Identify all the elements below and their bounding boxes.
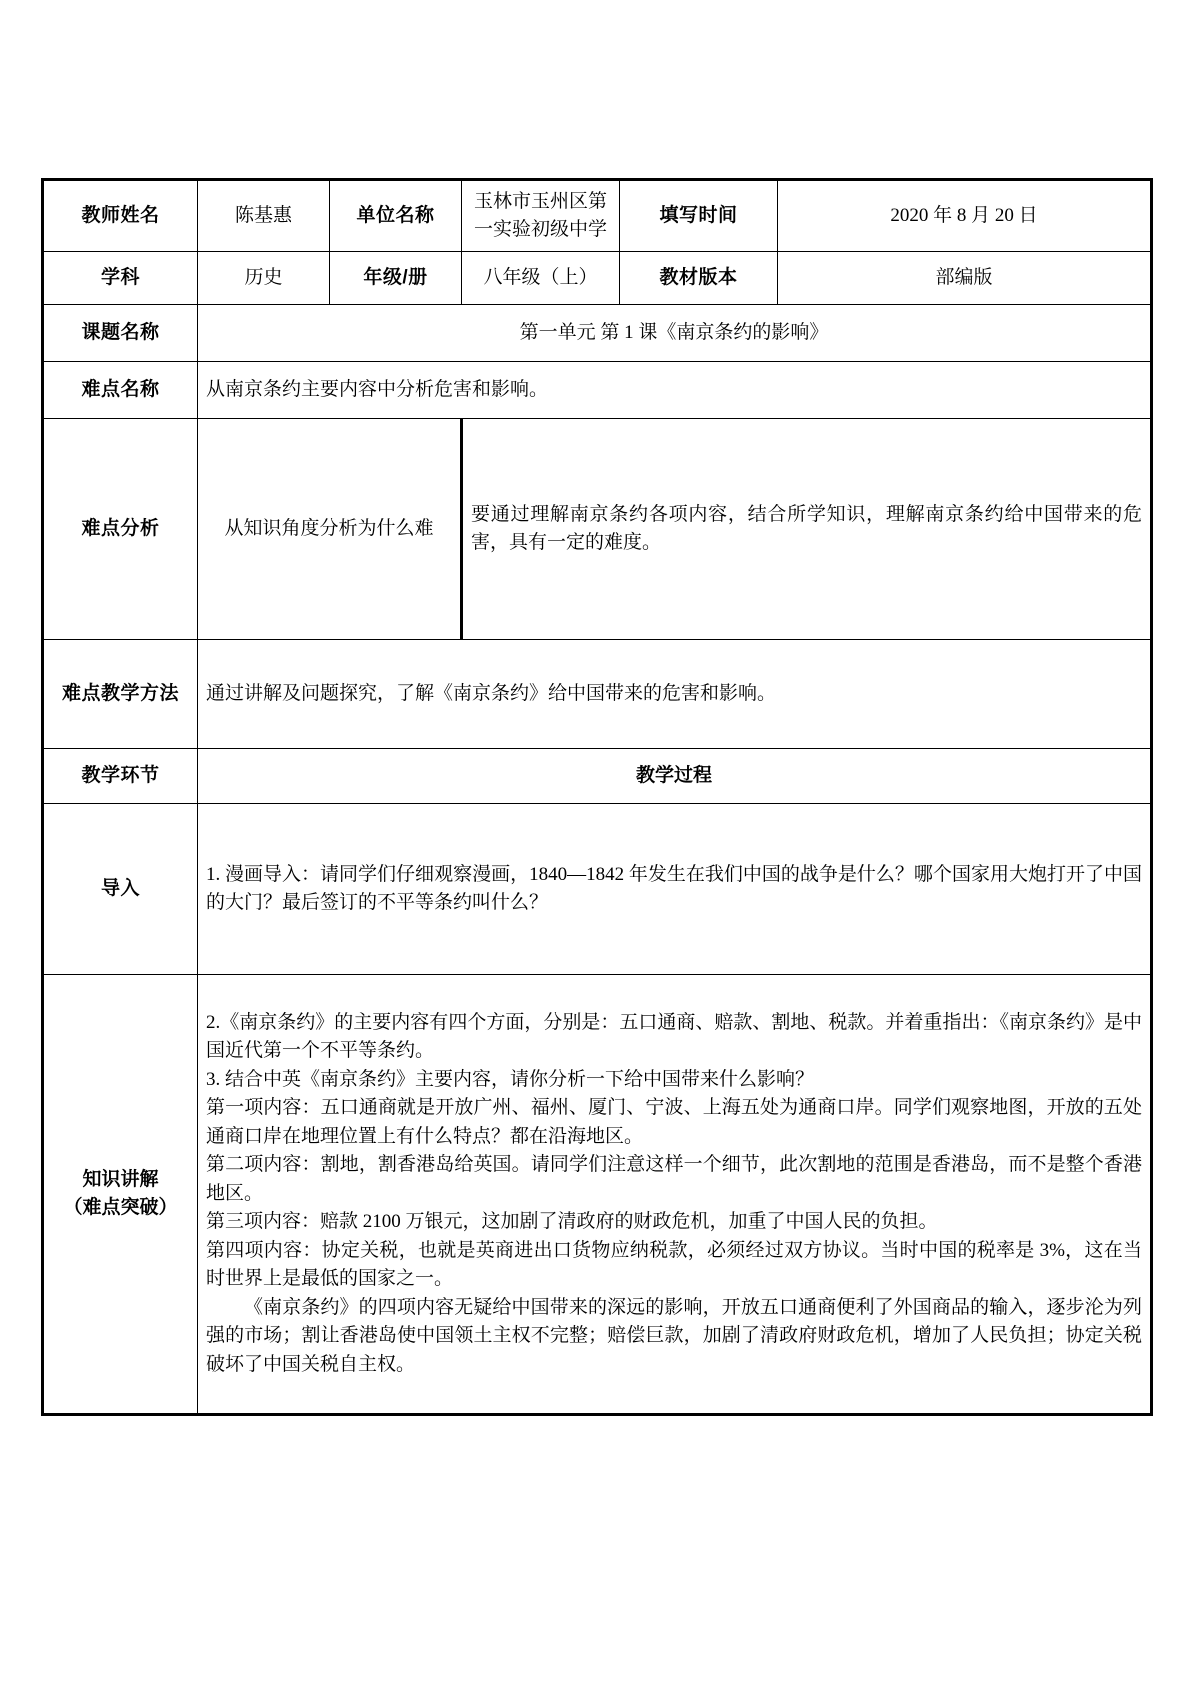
lecture-paragraph: 第二项内容：割地，割香港岛给英国。请同学们注意这样一个细节，此次割地的范围是香港岛，而不是整个香港地区。	[206, 1154, 1142, 1204]
table-row-teacher-info	[43, 180, 1152, 252]
value-difficulty-analysis: 要通过理解南京条约各项内容，结合所学知识，理解南京条约给中国带来的危害，具有一定的难度。	[462, 419, 1152, 640]
value-teaching-method: 通过讲解及问题探究，了解《南京条约》给中国带来的危害和影响。	[198, 640, 1152, 749]
value-textbook-version: 部编版	[778, 252, 1152, 305]
lesson-plan-table	[41, 178, 1153, 1416]
value-difficulty-name: 从南京条约主要内容中分析危害和影响。	[198, 362, 1152, 419]
label-topic-name: 课题名称	[43, 305, 198, 362]
label-unit-name: 单位名称	[330, 180, 462, 252]
table-row-difficulty-name	[43, 362, 1152, 419]
label-difficulty-analysis: 难点分析	[43, 419, 198, 640]
lecture-paragraph: 3. 结合中英《南京条约》主要内容，请你分析一下给中国带来什么影响？	[206, 1068, 815, 1090]
label-knowledge-lecture-line1: 知识讲解	[82, 1168, 159, 1190]
value-subject: 历史	[198, 252, 330, 305]
table-row-process-header	[43, 749, 1152, 804]
value-introduction: 1. 漫画导入：请同学们仔细观察漫画，1840—1842 年发生在我们中国的战争是什么？哪个国家用大炮打开了中国的大门？最后签订的不平等条约叫什么？	[198, 804, 1152, 975]
label-grade: 年级/册	[330, 252, 462, 305]
label-knowledge-lecture-line2: （难点突破）	[63, 1197, 178, 1218]
label-textbook-version: 教材版本	[620, 252, 778, 305]
table-row-topic	[43, 305, 1152, 362]
value-fill-date: 2020 年 8 月 20 日	[778, 180, 1152, 252]
table-row-difficulty-analysis	[43, 419, 1152, 640]
lecture-paragraph: 2.《南京条约》的主要内容有四个方面，分别是：五口通商、赔款、割地、税款。并着重指出：《南京条约》是中国近代第一个不平等条约。	[206, 1011, 1142, 1062]
value-unit-name: 玉林市玉州区第一实验初级中学	[462, 180, 620, 252]
label-teaching-process: 教学过程	[198, 749, 1152, 804]
label-fill-date: 填写时间	[620, 180, 778, 252]
label-subject: 学科	[43, 252, 198, 305]
label-analysis-perspective: 从知识角度分析为什么难	[198, 419, 462, 640]
value-topic-name: 第一单元 第 1 课《南京条约的影响》	[198, 305, 1152, 362]
lecture-paragraph: 第一项内容：五口通商就是开放广州、福州、厦门、宁波、上海五处为通商口岸。同学们观察地图，开放的五处通商口岸在地理位置上有什么特点？都在沿海地区。	[206, 1097, 1142, 1147]
table-row-introduction	[43, 804, 1152, 975]
lecture-summary-paragraph: 《南京条约》的四项内容无疑给中国带来的深远的影响，开放五口通商便利了外国商品的输入，逐步沦为列强的市场；割让香港岛使中国领土主权不完整；赔偿巨款，加剧了清政府财政危机，增加了人民负担；协定关税破坏了中国关税自主权。	[206, 1296, 1142, 1375]
label-teaching-stage: 教学环节	[43, 749, 198, 804]
table-row-knowledge-lecture	[43, 975, 1152, 1415]
table-row-subject-info	[43, 252, 1152, 305]
label-teacher-name: 教师姓名	[43, 180, 198, 252]
lecture-paragraph: 第三项内容：赔款 2100 万银元，这加剧了清政府的财政危机，加重了中国人民的负担。	[206, 1211, 938, 1233]
label-teaching-method: 难点教学方法	[43, 640, 198, 749]
value-knowledge-lecture	[198, 975, 1152, 1415]
label-knowledge-lecture	[43, 975, 198, 1415]
table-row-teaching-method	[43, 640, 1152, 749]
label-introduction: 导入	[43, 804, 198, 975]
value-teacher-name: 陈基惠	[198, 180, 330, 252]
lecture-paragraph: 第四项内容：协定关税，也就是英商进出口货物应纳税款，必须经过双方协议。当时中国的税率是 3%，这在当时世界上是最低的国家之一。	[206, 1239, 1142, 1290]
label-difficulty-name: 难点名称	[43, 362, 198, 419]
value-grade: 八年级（上）	[462, 252, 620, 305]
